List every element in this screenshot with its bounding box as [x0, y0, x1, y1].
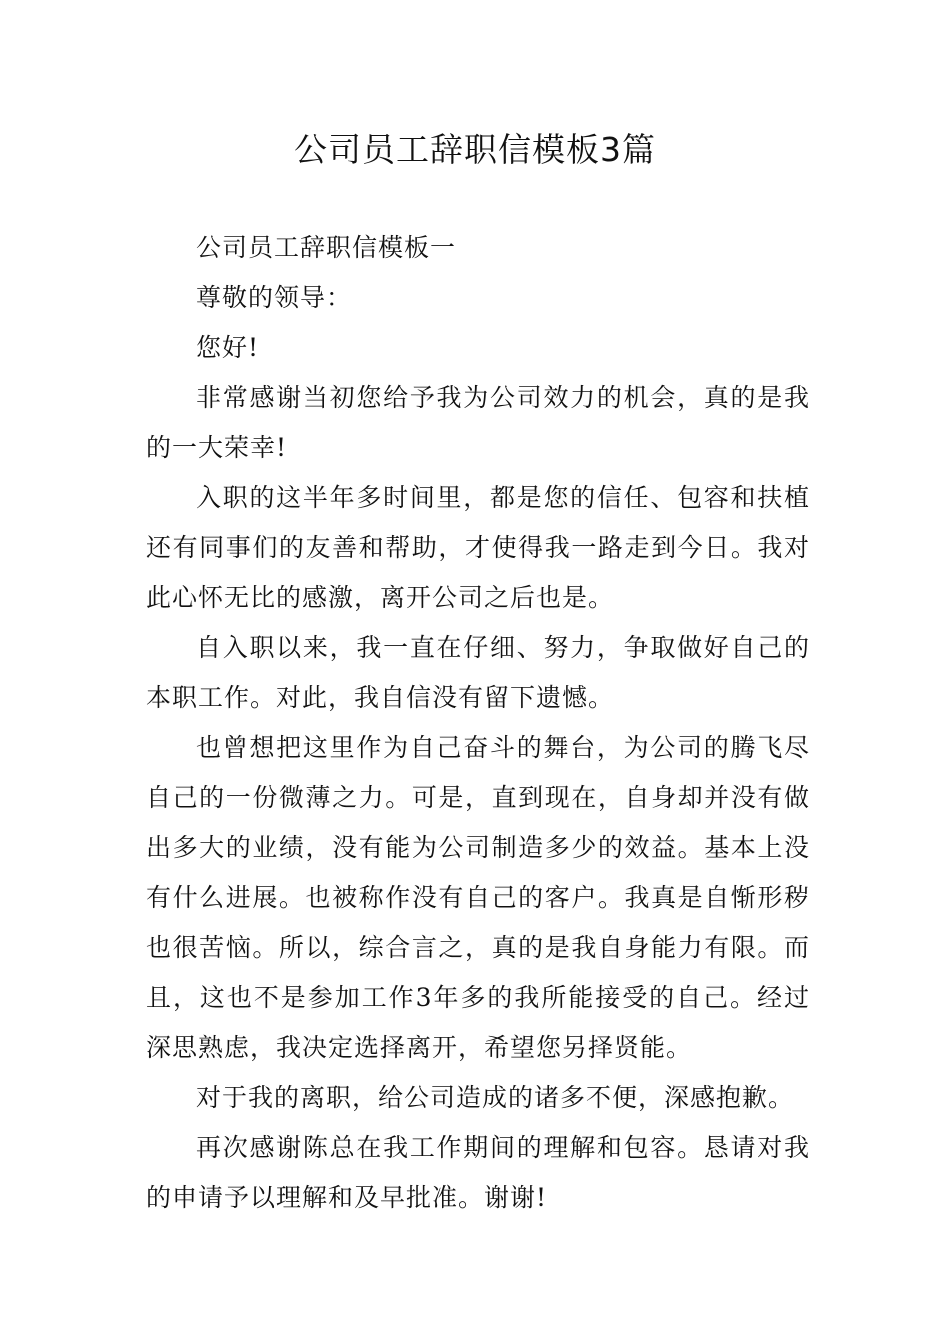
- section-heading: 公司员工辞职信模板一: [196, 233, 457, 262]
- document-title: 公司员工辞职信模板3篇: [294, 130, 656, 169]
- body-paragraph: 再次感谢陈总在我工作期间的理解和包容。恳请对我的申请予以理解和及早批准。谢谢!: [146, 1133, 810, 1212]
- body-paragraph: 也曾想把这里作为自己奋斗的舞台，为公司的腾飞尽自己的一份微薄之力。可是，直到现在，自身却并没有做出多大的业绩，没有能为公司制造多少的效益。基本上没有什么进展。也被称作没有自己的客户。我真是自惭形秽也很苦恼。所以，综合言之，真的是我自身能力有限。而且，这也不是参加工作3年多的我所能接受的自己。经过深思熟虑，我决定选择离开，希望您另择贤能。: [146, 733, 810, 1062]
- greeting: 您好!: [196, 333, 260, 362]
- body-paragraph: 非常感谢当初您给予我为公司效力的机会，真的是我的一大荣幸!: [146, 383, 810, 462]
- salutation: 尊敬的领导：: [196, 283, 353, 312]
- body-paragraph: 对于我的离职，给公司造成的诸多不便，深感抱歉。: [196, 1083, 795, 1112]
- body-paragraph: 入职的这半年多时间里，都是您的信任、包容和扶植还有同事们的友善和帮助，才使得我一路走到今日。我对此心怀无比的感激，离开公司之后也是。: [146, 483, 810, 612]
- body-paragraph: 自入职以来，我一直在仔细、努力，争取做好自己的本职工作。对此，我自信没有留下遗憾。: [146, 633, 810, 712]
- document-body: [146, 223, 810, 1223]
